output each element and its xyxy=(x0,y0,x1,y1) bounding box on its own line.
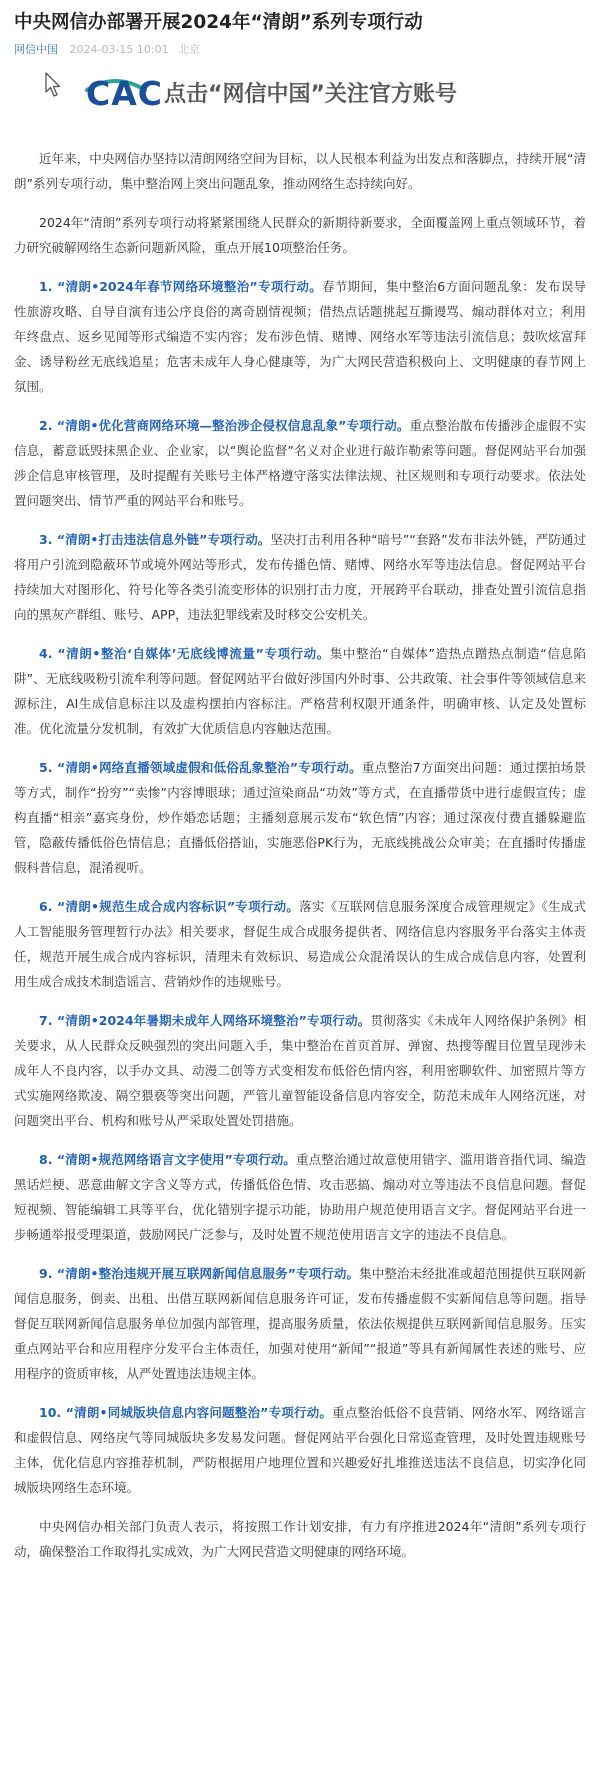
task-item-heading: 2. “清朗•优化营商网络环境—整治涉企侵权信息乱象”专项行动。 xyxy=(39,418,410,433)
task-item-text: 贯彻落实《未成年人网络保护条例》相关要求，从人民群众反映强烈的突出问题入手，集中整治在首页首屏、弹窗、热搜等醒目位置呈现涉未成年人不良内容，以手办文具、动漫二创等方式变相发布低俗色情内容，利用密聊软件、加密照片等方式实施网络欺凌、隔空猥亵等突出问题，严管儿童智能设备信息内容安全，防范未成年人网络沉迷，对问题突出平台、机构和账号从严采取处置处罚措施。 xyxy=(14,1013,586,1128)
publish-location: 北京 xyxy=(178,43,201,56)
task-item-text: 重点整治通过故意使用错字、滥用谐音指代词、编造黑话烂梗、恶意曲解文字含义等方式，传播低俗色情、攻击恶搞、煽动对立等违法不良信息问题。督促短视频、智能编辑工具等平台，优化错别字提示功能，协助用户规范使用语言文字。督促网站平台进一步畅通举报受理渠道，鼓励网民广泛参与，及时处置不规范使用语言文字的违法不良信息。 xyxy=(14,1152,586,1242)
intro-paragraph-2: 2024年“清朗”系列专项行动将紧紧围绕人民群众的新期待新要求，全面覆盖网上重点领域环节，着力研究破解网络生态新问题新风险，重点开展10项整治任务。 xyxy=(14,215,586,255)
task-item-text: 坚决打击利用各种“暗号”“套路”发布非法外链，严防通过将用户引流到隐蔽环节或境外网站等形式，发布传播色情、赌博、网络水军等违法信息。督促网站平台持续加大对图形化、符号化等各类引流变形体的识别打击力度，开展跨平台联动，排查处置引流信息指向的黑灰产群组、账号、APP，违法犯罪线索及时移交公安机关。 xyxy=(14,532,587,622)
task-item-2 xyxy=(14,413,586,513)
task-item-heading: 10. “清朗•同城版块信息内容问题整治”专项行动。 xyxy=(39,1405,333,1420)
task-item-heading: 9. “清朗•整治违规开展互联网新闻信息服务”专项行动。 xyxy=(39,1266,360,1281)
article-meta xyxy=(14,42,586,58)
cac-logo: CAC xyxy=(86,74,163,113)
task-item-text: 重点整治低俗不良营销、网络水军、网络谣言和虚假信息、网络戾气等同城版块多发易发问题。督促网站平台强化日常巡查管理，及时处置违规账号主体，优化信息内容推荐机制，严防根据用户地理位置和兴趣爱好扎堆推送违法不良信息，切实净化同城版块网络生态环境。 xyxy=(14,1405,586,1495)
task-item-text: 重点整治7方面突出问题：通过摆拍场景等方式，制作“扮穷”“卖惨”内容博眼球；通过渲染商品“功效”等方式，在直播带货中进行虚假宣传；虚构直播“相亲”嘉宾身份，炒作婚恋话题；主播刻意展示发布“软色情”内容；通过深夜付费直播躲避监管，隐蔽传播低俗色情信息；直播低俗搭讪，实施恶俗PK行为，无底线挑战公众审美；在直播时传播虚假科普信息，混淆视听。 xyxy=(14,760,586,875)
task-item-10 xyxy=(14,1400,586,1500)
article-title: 中央网信办部署开展2024年“清朗”系列专项行动 xyxy=(14,12,423,33)
task-item-text: 集中整治未经批准或超范围提供互联网新闻信息服务，倒卖、出租、出借互联网新闻信息服务许可证，发布传播虚假不实新闻信息等问题。指导督促互联网新闻信息服务单位加强内部管理，提高服务质量，依法依规提供互联网新闻信息服务。压实重点网站平台和应用程序分发平台主体责任，加强对使用“新闻”“报道”等具有新闻属性表述的账号、应用程序的资质审核，从严处置违法违规主体。 xyxy=(14,1266,586,1381)
task-item-1 xyxy=(14,274,586,399)
task-item-heading: 3. “清朗•打击违法信息外链”专项行动。 xyxy=(39,532,271,547)
follow-banner[interactable] xyxy=(14,70,586,126)
source-link[interactable]: 网信中国 xyxy=(14,43,58,56)
task-item-heading: 7. “清朗•2024年暑期未成年人网络环境整治”专项行动。 xyxy=(39,1013,371,1028)
task-item-text: 集中整治“自媒体”造热点蹭热点制造“信息陷阱”、无底线吸粉引流牟利等问题。督促网站平台做好涉国内外时事、公共政策、社会事件等领域信息来源标注，AI生成信息标注以及虚构摆拍内容标注。严格营利权限开通条件，明确审核、认定及处置标准。优化流量分发机制，有效扩大优质信息内容触达范围。 xyxy=(14,646,586,736)
task-item-heading: 1. “清朗•2024年春节网络环境整治”专项行动。 xyxy=(39,279,323,294)
task-item-5 xyxy=(14,755,586,880)
task-item-7 xyxy=(14,1008,586,1133)
task-item-4 xyxy=(14,641,586,741)
intro-paragraph-1: 近年来，中央网信办坚持以清朗网络空间为目标，以人民根本利益为出发点和落脚点，持续开展“清朗”系列专项行动，集中整治网上突出问题乱象，推动网络生态持续向好。 xyxy=(14,151,586,191)
article-body xyxy=(14,146,586,1564)
task-item-text: 重点整治散布传播涉企虚假不实信息，蓄意诋毁抹黑企业、企业家，以“舆论监督”名义对企业进行敲诈勒索等问题。督促网站平台加强涉企信息审核管理，及时提醒有关账号主体严格遵守落实法律法规、社区规则和专项行动要求。依法处置问题突出、情节严重的网站平台和账号。 xyxy=(14,418,586,508)
publish-date: 2024-03-15 10:01 xyxy=(69,43,169,56)
task-item-3 xyxy=(14,527,586,627)
cursor-icon xyxy=(45,72,61,98)
task-item-6 xyxy=(14,894,586,994)
task-item-heading: 4. “清朗•整治‘自媒体’无底线博流量”专项行动。 xyxy=(39,646,330,661)
task-item-9 xyxy=(14,1261,586,1386)
follow-slogan: 点击“网信中国”关注官方账号 xyxy=(164,82,457,107)
task-item-heading: 8. “清朗•规范网络语言文字使用”专项行动。 xyxy=(39,1152,297,1167)
task-item-text: 落实《互联网信息服务深度合成管理规定》《生成式人工智能服务管理暂行办法》相关要求，督促生成合成服务提供者、网络信息内容服务平台落实主体责任，规范开展生成合成内容标识，清理未有效标识、易造成公众混淆误认的生成合成信息内容，处置利用生成合成技术制造谣言、营销炒作的违规账号。 xyxy=(14,899,586,989)
task-item-heading: 5. “清朗•网络直播领域虚假和低俗乱象整治”专项行动。 xyxy=(39,760,362,775)
closing-paragraph: 中央网信办相关部门负责人表示，将按照工作计划安排，有力有序推进2024年“清朗”系列专项行动，确保整治工作取得扎实成效，为广大网民营造文明健康的网络环境。 xyxy=(14,1519,586,1559)
task-item-text: 春节期间，集中整治6方面问题乱象：发布误导性旅游攻略、自导自演有违公序良俗的离奇剧情视频；借热点话题挑起互撕谩骂、煽动群体对立；利用年终盘点、返乡见闻等形式编造不实内容；发布涉色情、赌博、网络水军等违法引流信息；鼓吹炫富拜金、诱导粉丝无底线追星；危害未成年人身心健康等，为广大网民营造积极向上、文明健康的春节网上氛围。 xyxy=(14,279,586,394)
task-item-heading: 6. “清朗•规范生成合成内容标识”专项行动。 xyxy=(39,899,300,914)
task-item-8 xyxy=(14,1147,586,1247)
